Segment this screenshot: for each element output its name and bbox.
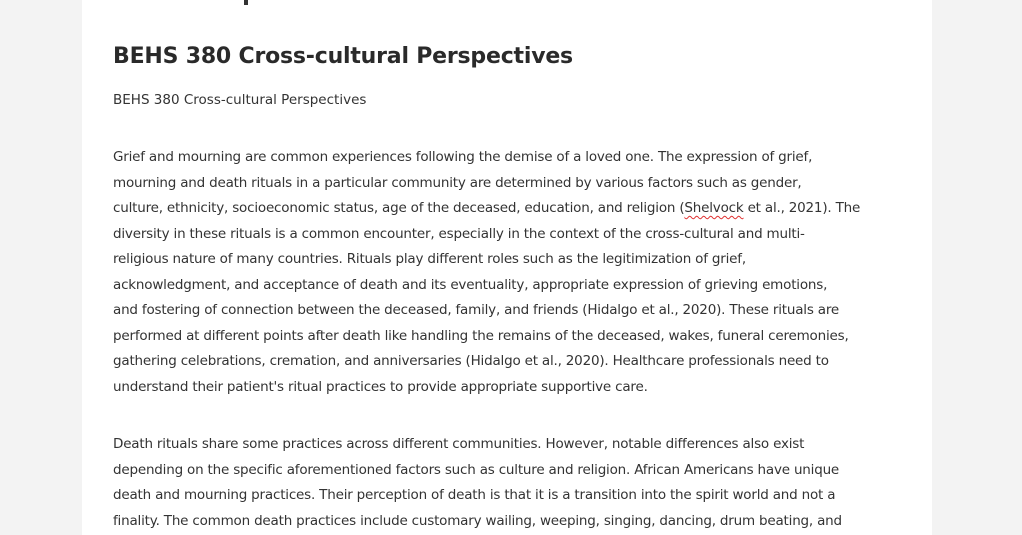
paragraph-line: and fostering of connection between the deceased, family, and friends (Hidalgo et al., 2020). These rituals are [113,302,840,318]
paragraph-line [113,196,913,222]
paragraph-line: Grief and mourning are common experiences following the demise of a loved one. The expression of grief, [113,149,813,165]
paragraph-line: finality. The common death practices include customary wailing, weeping, singing, dancing, drum beating, and [113,512,842,529]
spellcheck-word[interactable]: Shelvock [684,200,744,216]
paragraph-line: gathering celebrations, cremation, and anniversaries (Hidalgo et al., 2020). Healthcare professionals need to [113,353,829,369]
paragraph-line: religious nature of many countries. Rituals play different roles such as the legitimization of grief, [113,251,746,267]
paragraph-line: acknowledgment, and acceptance of death and its eventuality, appropriate expression of grieving emotions, [113,276,828,293]
paragraph-line: death and mourning practices. Their perception of death is that it is a transition into the spirit world and not a [113,487,836,503]
paragraph-line: understand their patient's ritual practices to provide appropriate supportive care. [113,378,648,395]
paragraph-1 [113,145,913,400]
article-content [113,40,913,534]
text-segment: culture, ethnicity, socioeconomic status, age of the deceased, education, and religion ( [113,200,685,216]
paragraph-line: depending on the specific aforementioned factors such as culture and religion. African Americans have unique [113,461,840,478]
paragraph-line: performed at different points after death like handling the remains of the deceased, wakes, funeral ceremonies, [113,327,849,344]
paragraph-line: mourning and death rituals in a particular community are determined by various factors such as gender, [113,174,802,191]
text-segment: et al., 2021). The [743,200,861,216]
article-title: BEHS 380 Cross-cultural Perspectives [113,44,573,69]
heading-fragment [244,0,248,5]
article-page [82,0,932,535]
paragraph-2 [113,432,913,534]
article-subtitle: BEHS 380 Cross-cultural Perspectives [113,92,367,108]
paragraph-line: diversity in these rituals is a common encounter, especially in the context of the cross-cultural and multi- [113,225,805,242]
paragraph-line: Death rituals share some practices across different communities. However, notable differences also exist [113,436,805,452]
